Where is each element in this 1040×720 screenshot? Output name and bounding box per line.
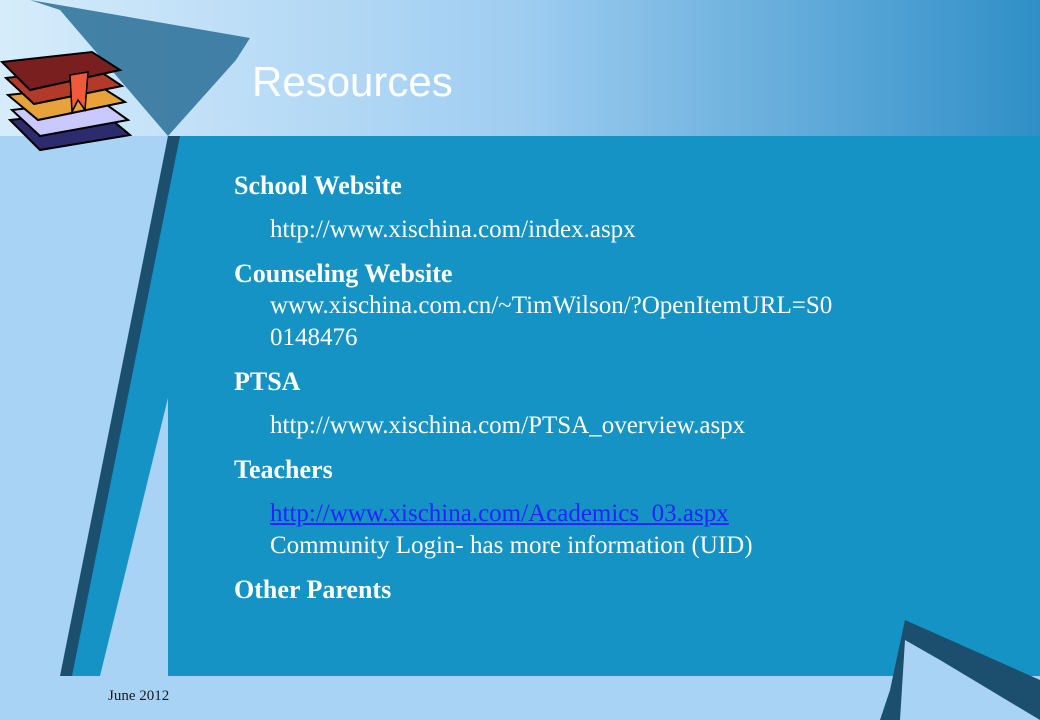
counseling-website-url-line1: www.xischina.com.cn/~TimWilson/?OpenItemURL=S0 bbox=[270, 292, 833, 319]
teachers-note: Community Login- has more information (UID) bbox=[270, 532, 753, 559]
other-parents-heading: Other Parents bbox=[234, 575, 392, 604]
counseling-website-heading: Counseling Website bbox=[234, 259, 453, 288]
ptsa-heading: PTSA bbox=[234, 367, 301, 396]
slide-title: Resources bbox=[252, 58, 453, 105]
school-website-heading: School Website bbox=[234, 171, 402, 200]
school-website-url: http://www.xischina.com/index.aspx bbox=[270, 216, 636, 243]
teachers-link[interactable]: http://www.xischina.com/Academics_03.aspx bbox=[270, 500, 729, 527]
teachers-heading: Teachers bbox=[234, 455, 333, 484]
footer-date: June 2012 bbox=[108, 688, 170, 704]
resource-list bbox=[234, 170, 1014, 606]
books-icon bbox=[0, 40, 150, 170]
ptsa-url: http://www.xischina.com/PTSA_overview.aspx bbox=[270, 412, 746, 439]
counseling-website-url-line2: 0148476 bbox=[270, 324, 358, 351]
